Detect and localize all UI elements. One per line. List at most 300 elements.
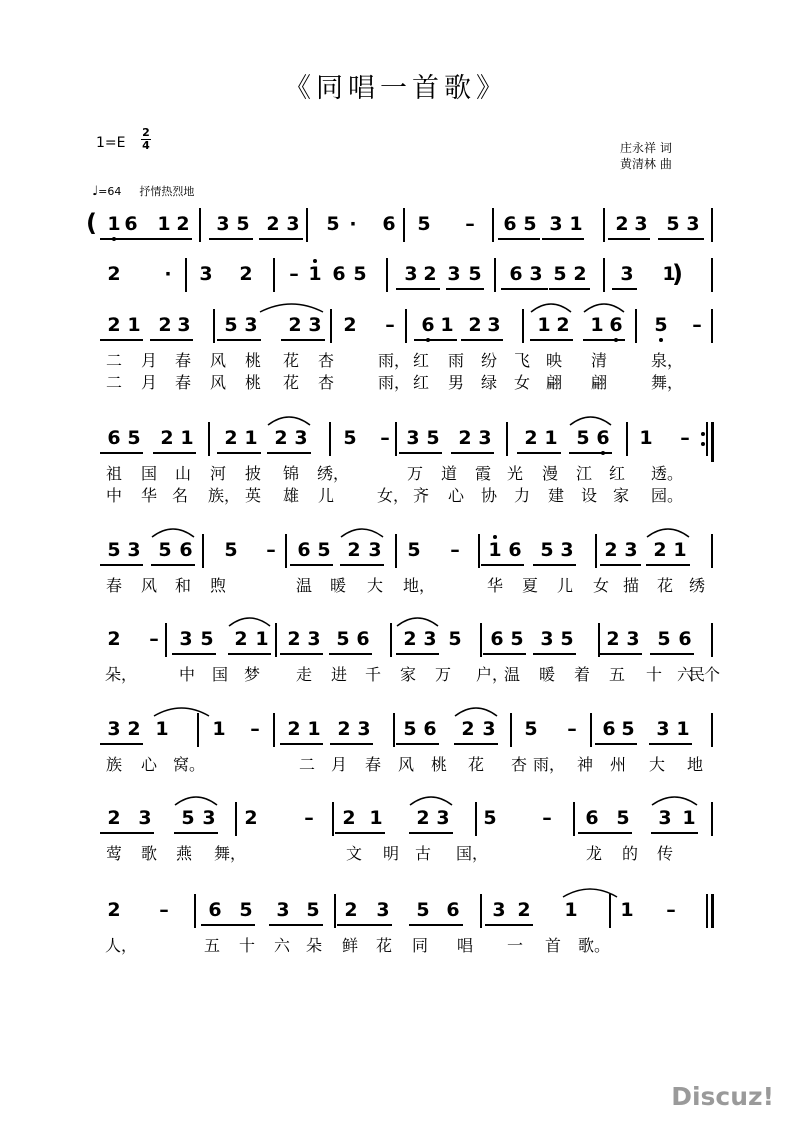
beam-underline [646, 564, 690, 566]
bar-line [330, 309, 332, 343]
beam-underline [409, 832, 453, 834]
note: 3 [624, 539, 638, 561]
beam-underline [335, 832, 385, 834]
bar-line [390, 623, 392, 657]
bar-line [273, 258, 275, 292]
note: 5 [224, 539, 238, 561]
lyric-syllable: 族， [208, 486, 241, 505]
sustain-dash: – [385, 314, 395, 336]
beam-underline [174, 832, 218, 834]
note: 2 [468, 314, 482, 336]
lyric-syllable: 进 [330, 665, 347, 684]
lyric-syllable: 道 [440, 464, 457, 483]
sustain-dash: – [380, 427, 390, 449]
note: 3 [199, 263, 213, 285]
lyric-syllable: 梦 [243, 665, 260, 684]
note: 6 [490, 628, 504, 650]
note: 5 [657, 628, 671, 650]
sustain-dash: – [692, 314, 702, 336]
note: 3 [447, 263, 461, 285]
note: 2 [176, 213, 190, 235]
note: 1 [105, 212, 123, 236]
note: 3 [357, 718, 371, 740]
note: 2 [517, 899, 531, 921]
lyric-syllable: 披 [244, 464, 261, 483]
note: 3 [560, 539, 574, 561]
beam-underline [553, 288, 590, 290]
bar-line [522, 309, 524, 343]
note: 3 [482, 718, 496, 740]
note: 1 [307, 718, 321, 740]
note: 1 [255, 628, 269, 650]
lyric-syllable: 着 [573, 665, 590, 684]
lyric-syllable: 龙 [585, 844, 602, 863]
note: 2 [604, 539, 618, 561]
note: 1 [544, 427, 558, 449]
lyric-syllable: 传 [656, 844, 673, 863]
note: 6 [423, 718, 437, 740]
tie-slur-arc [228, 613, 271, 627]
lyric-syllable: 和 [174, 576, 191, 595]
sustain-dash: – [465, 213, 475, 235]
bar-line [393, 713, 395, 747]
beam-underline [267, 452, 311, 454]
lyric-syllable: 户， [476, 665, 509, 684]
note: 2 [224, 427, 238, 449]
lyric-syllable: 六 [273, 936, 290, 955]
note: 6 [585, 807, 599, 829]
note: 3 [656, 718, 670, 740]
bar-line [590, 713, 592, 747]
bar-line [386, 258, 388, 292]
bar-line [494, 258, 496, 292]
note: 5 [560, 628, 574, 650]
lyric-syllable: 祖 [105, 464, 122, 483]
lyric-syllable: 雨， [378, 351, 411, 370]
lyric-syllable: 月 [140, 351, 157, 370]
sustain-dash: – [542, 807, 552, 829]
lyric-syllable: 漫 [541, 464, 558, 483]
note: 3 [686, 213, 700, 235]
note: 5 [407, 539, 421, 561]
note: 2 [239, 263, 253, 285]
lyric-syllable: 雨， [533, 755, 566, 774]
sustain-dash: – [567, 718, 577, 740]
note: 1 [564, 899, 578, 921]
lyric-syllable: 儿 [556, 576, 573, 595]
note: 2 [127, 718, 141, 740]
lyric-syllable: 温 [503, 665, 520, 684]
lyric-syllable: 朵 [305, 936, 322, 955]
beam-underline [600, 564, 641, 566]
lyric-syllable: 窝。 [173, 755, 206, 774]
lyric-syllable: 国， [456, 844, 489, 863]
beam-underline [396, 743, 439, 745]
lyric-syllable: 泉， [651, 351, 684, 370]
note: 2 [458, 427, 472, 449]
lyric-syllable: 月 [140, 373, 157, 392]
beam-underline [172, 653, 216, 655]
lyric-syllable: 协 [480, 486, 497, 505]
lyric-syllable: 首 [544, 936, 561, 955]
note: 6 [419, 313, 437, 337]
sustain-dash: – [266, 539, 276, 561]
note: 6 [678, 628, 692, 650]
note: 6 [382, 213, 396, 235]
note: 5 [426, 427, 440, 449]
note: 2 [337, 718, 351, 740]
note: 3 [423, 628, 437, 650]
lyric-syllable: 花 [375, 936, 392, 955]
bar-line [403, 208, 405, 242]
beam-underline [461, 339, 503, 341]
note: 5 [107, 539, 121, 561]
lyric-syllable: 万 [434, 665, 451, 684]
note: 5 [127, 427, 141, 449]
note: 3 [529, 263, 543, 285]
beam-underline [483, 653, 526, 655]
bar-line [711, 309, 713, 343]
bar-line [626, 422, 628, 456]
bar-line [275, 623, 277, 657]
bar-line [185, 258, 187, 292]
tempo-marking [92, 183, 194, 199]
tie-slur-arc [569, 412, 612, 426]
lyric-syllable: 园。 [651, 486, 684, 505]
note: 1 [682, 807, 696, 829]
lyric-syllable: 民 [688, 665, 705, 684]
beam-underline [513, 288, 548, 290]
lyric-syllable: 红 [608, 464, 625, 483]
final-thick-bar [711, 894, 714, 928]
lyric-syllable: 二 [105, 351, 122, 370]
note: 5 [353, 263, 367, 285]
note: 2 [287, 718, 301, 740]
lyric-syllable: 夏 [521, 576, 538, 595]
beam-underline [329, 653, 372, 655]
lyric-syllable: 煦 [209, 576, 226, 595]
note: 2 [423, 263, 437, 285]
lyric-syllable: 花 [282, 373, 299, 392]
bar-line [706, 422, 708, 456]
note: 2 [347, 539, 361, 561]
note: 1 [676, 718, 690, 740]
key-signature: 1=E [96, 135, 126, 151]
bar-line [609, 894, 611, 928]
tie-slur-arc [153, 703, 210, 717]
beam-underline [498, 238, 540, 240]
beam-underline [533, 564, 576, 566]
note: 6 [356, 628, 370, 650]
note: 5 [343, 427, 357, 449]
beam-underline [100, 452, 143, 454]
note: 2 [107, 807, 121, 829]
bar-line [235, 802, 237, 836]
lyric-syllable: 暖 [329, 576, 346, 595]
lyric-syllable: 鲜 [341, 936, 358, 955]
lyric-syllable: 春 [105, 576, 122, 595]
beam-underline [337, 924, 392, 926]
note: 5 [468, 263, 482, 285]
note: 2 [403, 628, 417, 650]
bar-line [711, 623, 713, 657]
note: 6 [124, 213, 138, 235]
lyric-syllable: 风 [140, 576, 157, 595]
note: 3 [294, 427, 308, 449]
note: 3 [658, 807, 672, 829]
note: 2 [653, 539, 667, 561]
repeat-dot [701, 442, 705, 446]
tie-slur-arc [259, 299, 324, 313]
beam-underline [451, 452, 494, 454]
note: 3 [626, 628, 640, 650]
note: 5 [616, 807, 630, 829]
note: 1 [180, 427, 194, 449]
bar-line [711, 258, 713, 292]
bar-line [306, 208, 308, 242]
lyric-syllable: 女 [592, 576, 609, 595]
lyric-syllable: 花 [282, 351, 299, 370]
note: 2 [556, 314, 570, 336]
bar-line [208, 422, 210, 456]
beam-underline [414, 339, 457, 341]
note: 1 [590, 314, 604, 336]
bar-line [332, 802, 334, 836]
beam-underline [530, 339, 573, 341]
beam-underline [330, 743, 373, 745]
note: 1 [157, 213, 171, 235]
note: 2 [274, 427, 288, 449]
note: 3 [286, 213, 300, 235]
lyric-syllable: 心 [140, 755, 157, 774]
beam-underline [583, 339, 625, 341]
beam-underline [599, 653, 642, 655]
bar-line [202, 534, 204, 568]
lyric-syllable: 千 [364, 665, 381, 684]
note: 3 [620, 263, 634, 285]
beam-underline [595, 743, 637, 745]
note: 5 [224, 314, 238, 336]
lyric-syllable: 人， [105, 936, 138, 955]
lyric-syllable: 歌。 [578, 936, 611, 955]
note: 6 [503, 213, 517, 235]
note: 5 [317, 539, 331, 561]
bar-line [329, 422, 331, 456]
sustain-dash: – [289, 263, 299, 285]
note: 5 [158, 539, 172, 561]
lyric-syllable: 春 [364, 755, 381, 774]
note: 5 [523, 213, 537, 235]
lyric-syllable: 华 [486, 576, 503, 595]
lyric-syllable: 风 [397, 755, 414, 774]
lyric-syllable: 地 [686, 755, 703, 774]
lyric-syllable: 锦 [282, 464, 299, 483]
lyric-syllable: 五 [608, 665, 625, 684]
lyric-syllable: 的 [621, 844, 638, 863]
note: 6 [179, 539, 193, 561]
lyric-syllable: 六 [676, 665, 693, 684]
note: 1 [620, 899, 634, 921]
note: 5 [540, 539, 554, 561]
note: 3 [307, 628, 321, 650]
note: 1 [537, 314, 551, 336]
note: 3 [308, 314, 322, 336]
note: 6 [297, 539, 311, 561]
bar-line [395, 534, 397, 568]
note: 1 [662, 263, 676, 285]
beam-underline [280, 653, 323, 655]
note: 3 [177, 314, 191, 336]
note: 5 [181, 807, 195, 829]
note: 5 [666, 213, 680, 235]
note: 1 [127, 314, 141, 336]
intro-close-paren: ) [672, 260, 683, 288]
lyric-syllable: 中 [178, 665, 195, 684]
beam-underline [281, 339, 325, 341]
duration-dot: · [164, 263, 172, 285]
lyric-syllable: 暖 [538, 665, 555, 684]
note: 6 [594, 426, 612, 450]
beam-underline [217, 339, 261, 341]
lyric-syllable: 十 [645, 665, 662, 684]
bar-line [194, 894, 196, 928]
bar-line [405, 309, 407, 343]
bar-line [595, 534, 597, 568]
lyric-syllable: 国 [211, 665, 228, 684]
lyric-syllable: 万 [406, 464, 423, 483]
bar-line [506, 422, 508, 456]
note: 2 [344, 899, 358, 921]
note: 5 [576, 427, 590, 449]
lyric-syllable: 月 [330, 755, 347, 774]
lyric-syllable: 一 [506, 936, 523, 955]
lyric-syllable: 桃 [244, 351, 261, 370]
note: 3 [404, 263, 418, 285]
lyric-syllable: 二 [105, 373, 122, 392]
sustain-dash: – [680, 427, 690, 449]
note: 1 [212, 718, 226, 740]
beam-underline [533, 653, 576, 655]
lyric-syllable: 文 [345, 844, 362, 863]
bar-line [711, 534, 713, 568]
lyric-syllable: 心 [447, 486, 464, 505]
tie-slur-arc [396, 613, 439, 627]
bar-line [273, 713, 275, 747]
lyric-syllable: 力 [513, 486, 530, 505]
sustain-dash: – [159, 899, 169, 921]
beam-underline [209, 238, 253, 240]
bar-line [510, 713, 512, 747]
bar-line [480, 623, 482, 657]
beam-underline [280, 743, 323, 745]
lyric-syllable: 英 [244, 486, 261, 505]
lyric-syllable: 舞， [214, 844, 247, 863]
lyric-syllable: 唱 [456, 936, 473, 955]
note: 2 [107, 314, 121, 336]
beam-underline [151, 564, 195, 566]
lyric-syllable: 江 [575, 464, 592, 483]
note: 5 [483, 807, 497, 829]
note: 2 [288, 314, 302, 336]
watermark: Discuz! [671, 1082, 774, 1111]
lyric-syllable: 飞 [513, 351, 530, 370]
note: 2 [524, 427, 538, 449]
lyric-syllable: 同 [411, 936, 428, 955]
tempo-value: =64 [98, 185, 122, 198]
lyric-syllable: 映 [545, 351, 562, 370]
lyric-syllable: 神 [576, 755, 593, 774]
note: 1 [569, 213, 583, 235]
quarter-note-icon: ♩ [92, 184, 99, 199]
lyric-syllable: 绣 [688, 576, 705, 595]
note: 5 [621, 718, 635, 740]
beam-underline [658, 238, 704, 240]
note: 5 [510, 628, 524, 650]
tie-slur-arc [530, 299, 572, 313]
lyric-syllable: 光 [506, 464, 523, 483]
lyric-syllable: 桃 [430, 755, 447, 774]
note: 1 [639, 427, 653, 449]
composer-credit: 黄清林 曲 [620, 157, 672, 171]
beam-underline [100, 832, 154, 834]
score-title: 《同唱一首歌》 [284, 73, 508, 104]
note: 3 [540, 628, 554, 650]
bar-line [197, 713, 199, 747]
beam-underline [454, 743, 498, 745]
beam-underline [100, 339, 143, 341]
lyric-syllable: 大 [648, 755, 665, 774]
beam-underline [608, 238, 650, 240]
lyric-syllable: 族 [105, 755, 122, 774]
beam-underline [481, 564, 524, 566]
lyric-syllable: 五 [203, 936, 220, 955]
note: 5 [239, 899, 253, 921]
note: 5 [403, 718, 417, 740]
note: 2 [107, 263, 121, 285]
bar-line [635, 309, 637, 343]
note: 2 [287, 628, 301, 650]
beam-underline [259, 238, 303, 240]
bar-line [480, 894, 482, 928]
time-signature-top: 2 [142, 126, 150, 139]
bar-line [395, 422, 397, 456]
repeat-dot [701, 432, 705, 436]
note: 5 [326, 213, 340, 235]
note: 6 [332, 263, 346, 285]
lyric-syllable: 纷 [480, 351, 497, 370]
note: 6 [509, 263, 523, 285]
note: 6 [107, 427, 121, 449]
note: 5 [417, 213, 431, 235]
lyric-syllable: 杏 [510, 755, 527, 774]
duration-dot: · [349, 213, 357, 235]
time-signature [141, 127, 151, 152]
note: 5 [652, 313, 670, 337]
lyric-syllable: 春 [174, 373, 191, 392]
note: 2 [234, 628, 248, 650]
note: 3 [376, 899, 390, 921]
beam-underline [542, 238, 584, 240]
lyric-syllable: 红 [412, 351, 429, 370]
tie-slur-arc [409, 792, 453, 806]
lyric-syllable: 二 [298, 755, 315, 774]
note: 3 [127, 539, 141, 561]
note: 1 [486, 538, 504, 562]
note: 1 [369, 807, 383, 829]
note: 1 [244, 427, 258, 449]
beam-underline [650, 653, 694, 655]
note: 1 [673, 539, 687, 561]
